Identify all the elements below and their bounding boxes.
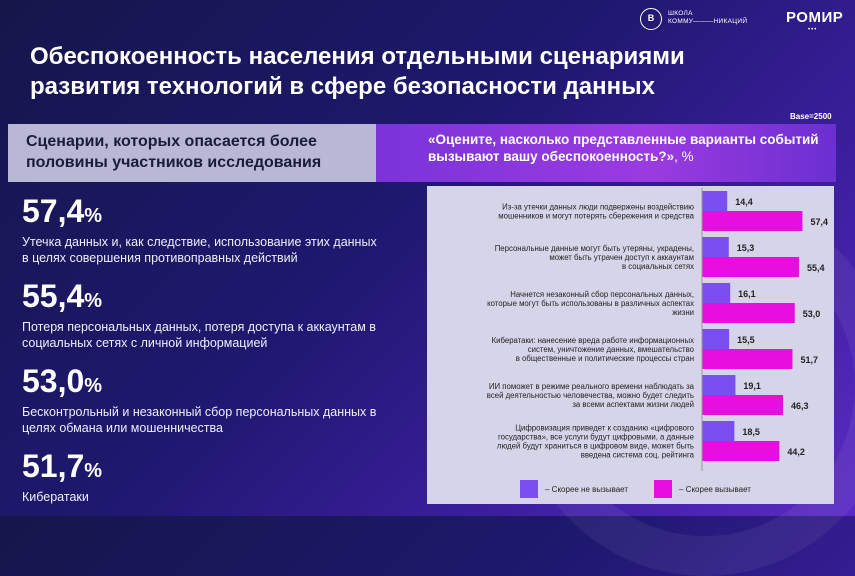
legend-swatch-not-worried	[520, 480, 538, 498]
category-label: Кибератаки: нанесение вреда работе информационных	[491, 336, 694, 345]
base-size: Base=2500	[790, 112, 832, 121]
stat-number: 53,0	[22, 363, 85, 399]
stat-text: Бесконтрольный и незаконный сбор персональных данных в целях обмана или мошенничества	[22, 405, 377, 435]
hse-school-text	[668, 10, 747, 26]
bar-not-worried	[702, 237, 729, 257]
bar-chart	[427, 186, 834, 504]
legend-swatch-worried	[654, 480, 672, 498]
bar-worried	[702, 257, 799, 277]
stat-block	[22, 363, 382, 436]
category-label: в социальных сетях	[621, 262, 694, 271]
category-label: ИИ поможет в режиме реального времени наблюдать за	[488, 382, 694, 391]
bar-worried	[702, 349, 792, 369]
data-label: 16,1	[738, 289, 756, 299]
bar-worried	[702, 395, 783, 415]
stat-unit: %	[84, 375, 103, 397]
stat-value	[22, 448, 382, 489]
stat-block	[22, 193, 382, 266]
romir-dots: •••	[808, 27, 818, 33]
category-label: может быть утрачен доступ к аккаунтам	[549, 253, 694, 262]
bar-not-worried	[702, 191, 727, 211]
stat-block	[22, 448, 382, 505]
category-label: мошенников и могут потерять сбережения и средства	[498, 211, 694, 221]
bar-not-worried	[702, 421, 734, 441]
data-label: 55,4	[806, 263, 825, 273]
data-label: 44,2	[787, 447, 805, 457]
question-text: «Оцените, насколько представленные варианты событий вызывают вашу обеспокоенность?»	[428, 132, 819, 164]
logos	[640, 8, 850, 34]
stat-unit: %	[84, 205, 103, 227]
romir-logo: РОМИР	[786, 9, 844, 26]
category-label: государства», все услуги будут цифровыми, а данные	[497, 432, 694, 442]
data-label: 46,3	[791, 401, 809, 411]
category-label: Персональные данные могут быть утеряны, украдены,	[494, 244, 694, 253]
bar-not-worried	[702, 375, 735, 395]
stat-text: Утечка данных и, как следствие, использование этих данных в целях совершения противоправных действий	[22, 235, 377, 265]
data-label: 19,1	[743, 381, 761, 391]
legend-worried: – Скорее вызывает	[679, 485, 751, 494]
legend-not-worried: – Скорее не вызывает	[545, 485, 629, 494]
category-label: за всеми аспектами жизни людей	[572, 400, 694, 409]
stat-number: 57,4	[22, 193, 85, 229]
category-label: людей будут храниться в цифровом виде, может быть	[496, 441, 694, 451]
hse-line2: КОММУ———НИКАЦИЙ	[668, 18, 748, 25]
category-label: жизни	[672, 308, 694, 317]
bar-not-worried	[702, 329, 729, 349]
left-header: Сценарии, которых опасается более половины участников исследования	[8, 124, 376, 182]
data-label: 57,4	[810, 217, 828, 227]
category-label: которые могут быть использованы в различных аспектах	[487, 299, 694, 308]
bar-not-worried	[702, 283, 730, 303]
category-label: Из-за утечки данных люди подвержены воздействию	[502, 202, 694, 212]
data-label: 51,7	[800, 355, 819, 365]
data-label: 14,4	[735, 197, 753, 207]
stat-unit: %	[84, 290, 103, 312]
stat-text: Потеря персональных данных, потеря доступа к аккаунтам в социальных сетях с личной информацией	[22, 320, 376, 350]
stat-value	[22, 278, 382, 319]
question-unit: , %	[674, 149, 694, 164]
bar-worried	[702, 303, 795, 323]
stat-block	[22, 278, 382, 351]
data-label: 53,0	[802, 309, 821, 319]
page-title: Обеспокоенность населения отдельными сценариями развития технологий в сфере безопасности данных	[30, 43, 685, 100]
data-label: 15,5	[737, 335, 755, 345]
category-label: в общественные и политические процессы стран	[515, 354, 694, 363]
data-label: 18,5	[742, 427, 760, 437]
category-label: Цифровизация приведет к созданию «цифрового	[515, 423, 694, 433]
category-label: Начнется незаконный сбор персональных данных,	[510, 290, 694, 299]
stat-value	[22, 193, 382, 234]
stat-text: Кибератаки	[22, 490, 89, 504]
category-label: систем, уничтожение данных, вмешательство	[527, 345, 694, 354]
hse-logo-icon: В	[640, 8, 662, 30]
stat-unit: %	[84, 460, 103, 482]
bar-worried	[702, 441, 779, 461]
chart-panel	[427, 186, 834, 504]
bar-worried	[702, 211, 802, 231]
data-label: 15,3	[736, 243, 755, 253]
stat-number: 55,4	[22, 278, 85, 314]
category-label: введена система соц. рейтинга	[580, 450, 694, 460]
survey-question	[428, 131, 828, 165]
category-label: всей деятельностью человечества, можно будет следить	[486, 391, 694, 400]
hse-line1: ШКОЛА	[668, 10, 693, 17]
stat-value	[22, 363, 382, 404]
stat-number: 51,7	[22, 448, 85, 484]
